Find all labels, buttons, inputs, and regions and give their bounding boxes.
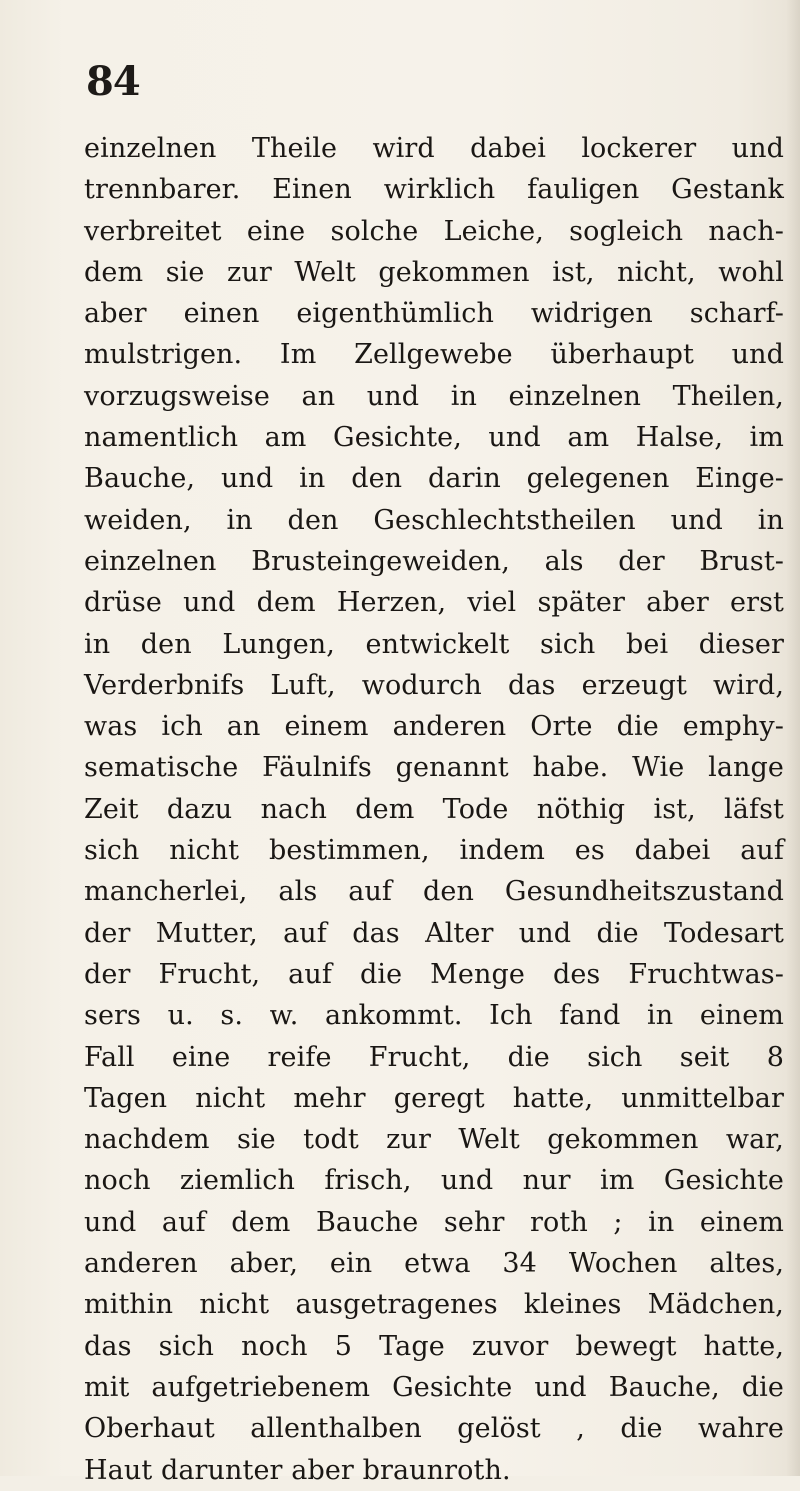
text-line: mithin nicht ausgetragenes kleines Mädchen, — [84, 1289, 784, 1321]
text-line: trennbarer. Einen wirklich fauligen Gestank — [84, 174, 784, 206]
text-line: und auf dem Bauche sehr roth ; in einem — [84, 1206, 784, 1238]
text-line: das sich noch 5 Tage zuvor bewegt hatte, — [84, 1330, 784, 1362]
text-line: sers u. s. w. ankommt. Ich fand in einem — [84, 1000, 784, 1032]
text-line: verbreitet eine solche Leiche, sogleich nach- — [84, 215, 784, 247]
text-line: drüse und dem Herzen, viel später aber erst — [84, 587, 784, 619]
page-edge-shadow — [786, 0, 800, 1476]
text-line: mit aufgetriebenem Gesichte und Bauche, die — [84, 1371, 784, 1403]
text-line: einzelnen Theile wird dabei lockerer und — [84, 133, 784, 164]
text-line: Haut darunter aber braunroth. — [84, 1454, 511, 1486]
page-number: 84 — [86, 58, 140, 105]
text-line: Verderbnifs Luft, wodurch das erzeugt wird, — [84, 669, 784, 701]
text-line: weiden, in den Geschlechtstheilen und in — [84, 504, 784, 536]
text-line: Tagen nicht mehr geregt hatte, unmittelbar — [84, 1082, 784, 1114]
text-line: Oberhaut allenthalben gelöst , die wahre — [84, 1413, 784, 1445]
text-line: anderen aber, ein etwa 34 Wochen altes, — [84, 1248, 784, 1280]
text-line: noch ziemlich frisch, und nur im Gesichte — [84, 1165, 784, 1197]
text-line: namentlich am Gesichte, und am Halse, im — [84, 422, 784, 454]
text-line: was ich an einem anderen Orte die emphy- — [84, 711, 784, 743]
text-line: nachdem sie todt zur Welt gekommen war, — [84, 1124, 784, 1156]
text-line: der Mutter, auf das Alter und die Todesart — [84, 917, 784, 949]
text-line: der Frucht, auf die Menge des Fruchtwas- — [84, 958, 784, 990]
text-line: sich nicht bestimmen, indem es dabei auf — [84, 835, 784, 867]
text-line: Zeit dazu nach dem Tode nöthig ist, läfst — [84, 793, 784, 825]
text-line: mulstrigen. Im Zellgewebe überhaupt und — [84, 339, 784, 371]
body-text — [84, 128, 784, 1491]
text-line: mancherlei, als auf den Gesundheitszustand — [84, 876, 784, 908]
text-line: einzelnen Brusteingeweiden, als der Brust- — [84, 545, 784, 577]
text-line: sematische Fäulnifs genannt habe. Wie lange — [84, 752, 784, 784]
text-line: in den Lungen, entwickelt sich bei dieser — [84, 628, 784, 660]
text-line: Bauche, und in den darin gelegenen Einge- — [84, 463, 784, 495]
text-line: aber einen eigenthümlich widrigen scharf- — [84, 298, 784, 330]
text-line: Fall eine reife Frucht, die sich seit 8 — [84, 1041, 784, 1073]
text-line: dem sie zur Welt gekommen ist, nicht, wohl — [84, 256, 784, 288]
text-line: vorzugsweise an und in einzelnen Theilen, — [84, 380, 784, 412]
